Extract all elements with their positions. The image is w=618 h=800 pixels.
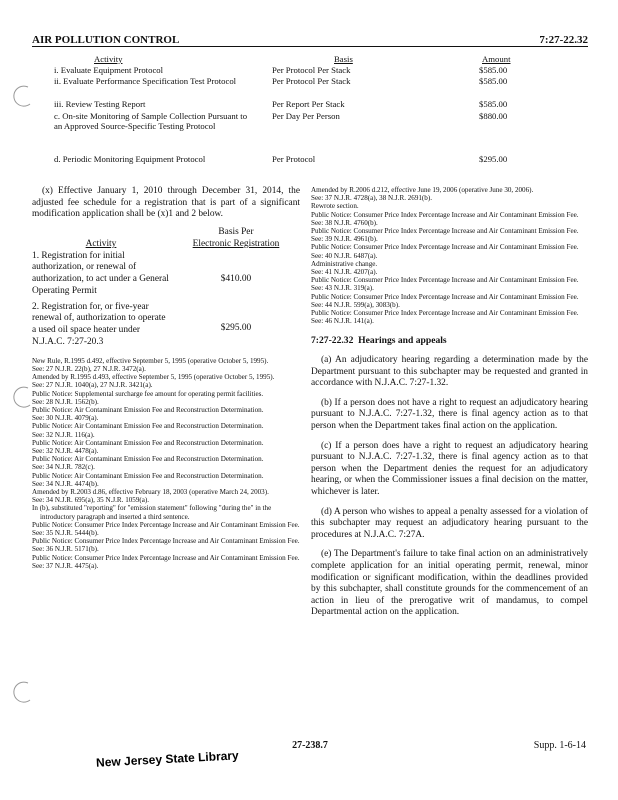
col-activity: Activity <box>94 54 123 64</box>
history-note: Public Notice: Consumer Price Index Percentage Increase and Air Contaminant Emission Fee. <box>311 243 579 252</box>
history-note: Public Notice: Air Contaminant Emission Fee and Reconstruction Determination. <box>32 471 264 480</box>
left-column <box>32 186 300 570</box>
header-section: 7:27-22.32 <box>539 34 588 46</box>
row-activity: iii. Review Testing Report <box>54 99 146 109</box>
binder-hole-mark <box>10 680 34 704</box>
history-note: Administrative change. <box>311 259 378 268</box>
history-note: Public Notice: Air Contaminant Emission Fee and Reconstruction Determination. <box>32 422 264 431</box>
history-note: See: 44 N.J.R. 599(a), 3083(b). <box>311 300 400 309</box>
paragraph-c: (c) If a person does have a right to request an adjudicatory hearing pursuant to N.J.A.C. 7:27-1.32, there is final agency action as to that person when the Department denies the request for an adjudicatory hearing, or when the Commissioner issues a final decision on the matter, whichever is later. <box>311 440 588 497</box>
history-note: See: 27 N.J.R. 22(b), 27 N.J.R. 3472(a). <box>32 364 146 373</box>
history-note: See: 40 N.J.R. 6487(a). <box>311 251 378 260</box>
row-amount: $295.00 <box>220 322 252 333</box>
binder-hole-mark <box>10 84 34 108</box>
row-amount: $410.00 <box>220 273 252 284</box>
col-activity: Activity <box>85 238 117 249</box>
row-basis: Per Report Per Stack <box>272 99 345 109</box>
history-note: See: 32 N.J.R. 116(a). <box>32 430 95 439</box>
history-note: Public Notice: Consumer Price Index Percentage Increase and Air Contaminant Emission Fee. <box>311 309 579 318</box>
history-note: Public Notice: Consumer Price Index Percentage Increase and Air Contaminant Emission Fee. <box>32 537 300 546</box>
page-number: 27-238.7 <box>292 740 328 751</box>
history-note: Public Notice: Consumer Price Index Percentage Increase and Air Contaminant Emission Fee. <box>311 210 579 219</box>
history-note: See: 41 N.J.R. 4207(a). <box>311 268 378 277</box>
library-stamp: New Jersey State Library <box>95 748 240 770</box>
paragraph-e: (e) The Department's failure to take final action on an administratively complete application for an initial operating permit, renewal, minor modification or significant modification, within the deadlines provided by this subchapter, shall constitute grounds for the commencement of an action in lieu of the prerogative writ of mandamus, to compel Departmental action on the application. <box>311 549 588 618</box>
history-note: See: 28 N.J.R. 1562(b). <box>32 397 99 406</box>
history-note: Public Notice: Consumer Price Index Percentage Increase and Air Contaminant Emission Fee. <box>311 276 579 285</box>
paragraph-a: (a) An adjudicatory hearing regarding a determination made by the Department pursuant to this subchapter may be requested and granted in accordance with N.J.A.C. 7:27-1.32. <box>311 355 588 389</box>
history-note: Public Notice: Supplemental surcharge fee amount for operating permit facilities. <box>32 389 264 398</box>
row-activity: 2. Registration for, or five-year renewal of, authorization to operate a used oil space heater under N.J.A.C. 7:27-20.3 <box>32 301 166 347</box>
history-note: Public Notice: Air Contaminant Emission Fee and Reconstruction Determination. <box>32 438 264 447</box>
row-activity: d. Periodic Monitoring Equipment Protocol <box>54 154 206 164</box>
supplement-date: Supp. 1-6-14 <box>533 740 586 751</box>
section-number: 7:27-22.32 <box>311 335 354 347</box>
header-rule <box>32 46 588 47</box>
row-amount: $295.00 <box>479 154 508 164</box>
history-notes <box>32 357 300 570</box>
row-basis: Per Day Per Person <box>272 111 340 121</box>
history-note: See: 30 N.J.R. 4079(a). <box>32 414 99 423</box>
registration-fee-table <box>32 227 300 349</box>
row-activity: i. Evaluate Equipment Protocol <box>54 65 164 75</box>
row-activity: ii. Evaluate Performance Specification Test Protocol <box>54 76 237 86</box>
history-note: Public Notice: Consumer Price Index Percentage Increase and Air Contaminant Emission Fee. <box>311 227 579 236</box>
row-amount: $585.00 <box>479 65 508 75</box>
history-note: Amended by R.1995 d.493, effective September 5, 1995 (operative October 5, 1995). <box>32 373 275 382</box>
row-basis: Per Protocol Per Stack <box>272 65 351 75</box>
row-amount: $880.00 <box>479 111 508 121</box>
history-note: In (b), substituted "reporting" for "emission statement" following "during the" in the introductory paragraph and inserted a third sentence. <box>32 504 272 521</box>
row-activity: c. On-site Monitoring of Sample Collection Pursuant to an Approved Source-Specific Testing Protocol <box>54 111 248 132</box>
col-amount: Amount <box>482 54 511 64</box>
history-note: Amended by R.2003 d.86, effective February 18, 2003 (operative March 24, 2003). <box>32 488 269 497</box>
col-electronic-registration: Electronic Registration <box>192 238 280 249</box>
row-basis: Per Protocol <box>272 154 316 164</box>
history-note: See: 34 N.J.R. 4474(b). <box>32 479 99 488</box>
history-note: See: 27 N.J.R. 1040(a), 27 N.J.R. 3421(a). <box>32 381 153 390</box>
history-note: See: 39 N.J.R. 4961(b). <box>311 235 378 244</box>
history-note: Public Notice: Consumer Price Index Percentage Increase and Air Contaminant Emission Fee. <box>311 292 579 301</box>
running-header <box>32 34 588 46</box>
row-amount: $585.00 <box>479 99 508 109</box>
row-basis: Per Protocol Per Stack <box>272 76 351 86</box>
section-title: Hearings and appeals <box>358 335 447 347</box>
col-basis: Basis <box>334 54 353 64</box>
binder-hole-mark <box>10 385 34 409</box>
history-note: See: 38 N.J.R. 4760(b). <box>311 218 378 227</box>
section-heading <box>311 335 588 347</box>
history-note: See: 35 N.J.R. 5444(b). <box>32 529 99 538</box>
row-activity: 1. Registration for initial authorization, or renewal of authorization, to act under a General Operating Permit <box>32 250 169 296</box>
paragraph-b: (b) If a person does not have a right to request an adjudicatory hearing pursuant to N.J.A.C. 7:27-1.32, there is final agency action as to that person when the Department takes final action on the application. <box>311 397 588 432</box>
header-title: AIR POLLUTION CONTROL <box>32 34 180 46</box>
right-column <box>311 186 588 619</box>
history-note: Public Notice: Air Contaminant Emission Fee and Reconstruction Determination. <box>32 406 264 414</box>
history-note: Amended by R.2006 d.212, effective June 19, 2006 (operative June 30, 2006). <box>311 186 534 194</box>
history-note: See: 37 N.J.R. 4728(a), 38 N.J.R. 2691(b). <box>311 194 432 203</box>
history-note: See: 34 N.J.R. 782(c). <box>32 463 95 472</box>
history-note: Public Notice: Consumer Price Index Percentage Increase and Air Contaminant Emission Fee. <box>32 553 300 562</box>
paragraph-d: (d) A person who wishes to appeal a penalty assessed for a violation of this subchapter may request an adjudicatory hearing pursuant to the procedures at N.J.A.C. 7:27A. <box>311 506 588 540</box>
history-note: See: 37 N.J.R. 4475(a). <box>32 561 99 570</box>
history-note: See: 32 N.J.R. 4478(a). <box>32 447 99 456</box>
row-amount: $585.00 <box>479 76 508 86</box>
history-note: Public Notice: Air Contaminant Emission Fee and Reconstruction Determination. <box>32 455 264 464</box>
history-note: Rewrote section. <box>311 202 359 211</box>
history-notes <box>311 186 588 325</box>
col-basis-per: Basis Per <box>218 226 254 237</box>
history-note: See: 43 N.J.R. 319(a). <box>311 284 374 293</box>
history-note: See: 34 N.J.R. 695(a), 35 N.J.R. 1059(a). <box>32 496 150 505</box>
history-note: See: 36 N.J.R. 5171(b). <box>32 545 99 554</box>
history-note: Public Notice: Consumer Price Index Percentage Increase and Air Contaminant Emission Fee. <box>32 520 300 529</box>
intro-paragraph: (x) Effective January 1, 2010 through December 31, 2014, the adjusted fee schedule for a registration that is part of a significant modification application shall be (x)1 and 2 below. <box>32 186 300 220</box>
history-note: See: 46 N.J.R. 141(a). <box>311 317 374 326</box>
history-note: New Rule, R.1995 d.492, effective September 5, 1995 (operative October 5, 1995). <box>32 356 269 365</box>
